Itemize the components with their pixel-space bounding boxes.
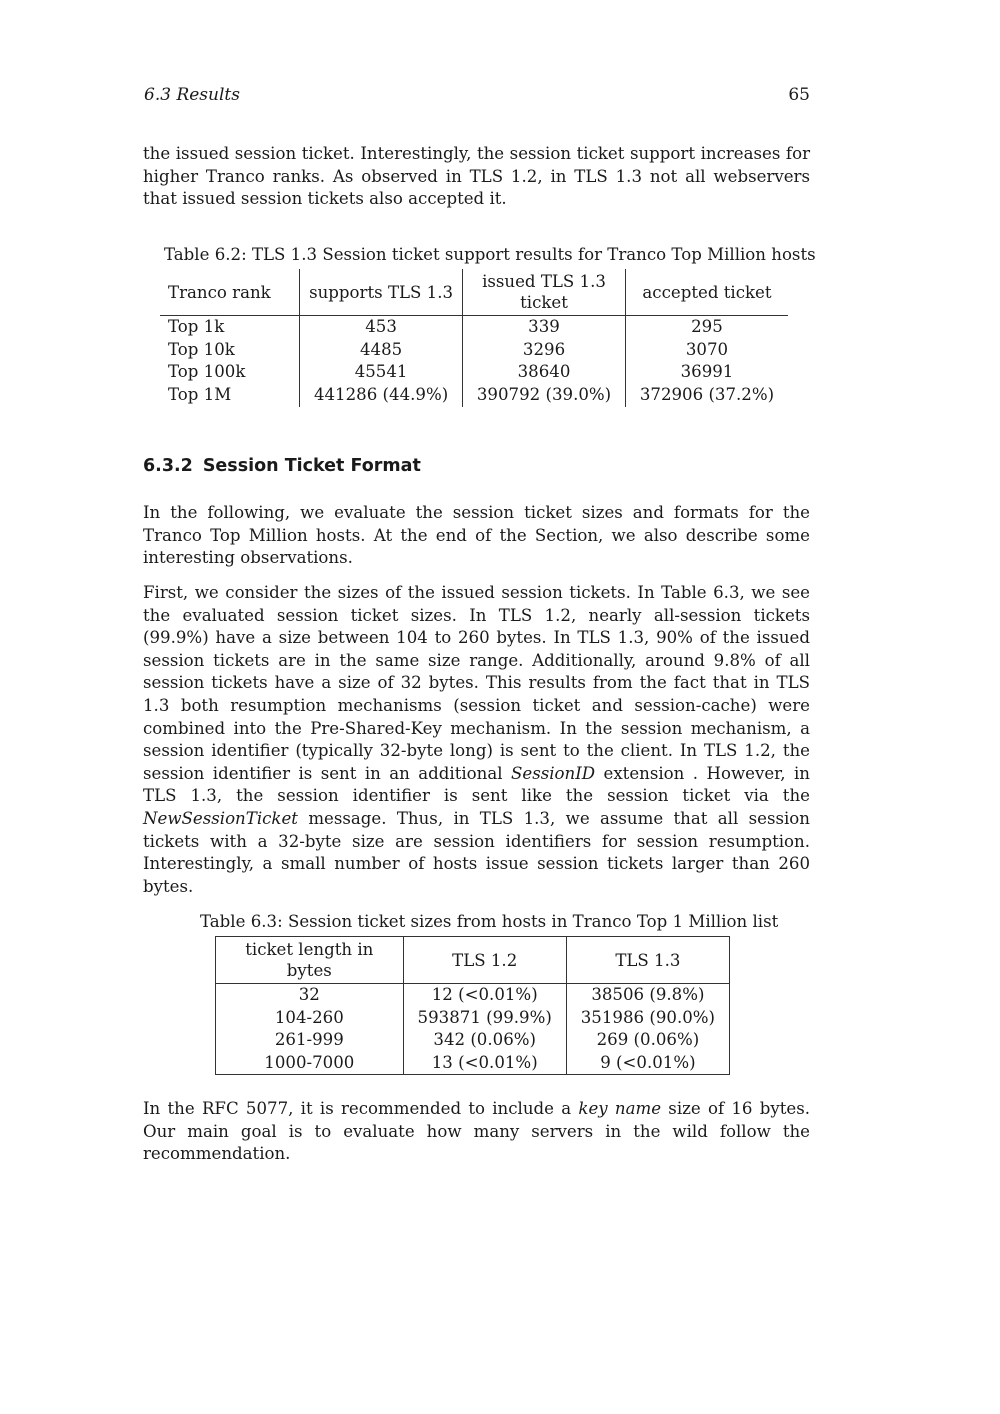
page-number: 65 bbox=[788, 85, 810, 105]
table-cell: 3296 bbox=[463, 339, 626, 362]
table-cell: 38640 bbox=[463, 361, 626, 384]
table-cell: 261-999 bbox=[274, 1030, 344, 1050]
table-row bbox=[216, 1029, 730, 1052]
intro-paragraph: the issued session ticket. Interestingly, the session ticket support increases for higher Tranco ranks. As observed in TLS 1.2, in TLS 1.3 not all webservers that issued session tickets also accepted it. bbox=[143, 144, 810, 209]
table-cell: 295 bbox=[625, 316, 788, 339]
table-cell: Top 1k bbox=[168, 317, 225, 337]
table-cell: 269 (0.06%) bbox=[566, 1029, 729, 1052]
table-cell: 3070 bbox=[625, 339, 788, 362]
table-row bbox=[160, 339, 788, 362]
table-header-cell: issued TLS 1.3 ticket bbox=[463, 269, 626, 316]
table-header-cell: Tranco rank bbox=[160, 269, 300, 316]
table-cell: 339 bbox=[463, 316, 626, 339]
table-header-cell: supports TLS 1.3 bbox=[300, 269, 463, 316]
paragraph-3-text: In the RFC 5077, it is recommended to include a bbox=[143, 1099, 579, 1118]
table-6-2 bbox=[160, 269, 788, 407]
paragraph-3-text: size of 16 bytes. Our main goal is to evaluate how many servers in the wild follow the recommendation. bbox=[143, 1099, 810, 1164]
paragraph-2-text: extension . However, in TLS 1.3, the session identifier is sent like the session ticket via the bbox=[143, 763, 810, 806]
table-cell: 4485 bbox=[300, 339, 463, 362]
paragraph-2-text: message. Thus, in TLS 1.3, we assume that all session tickets with a 32-byte size are session identifiers for session resumption. Interestingly, a small number of hosts issue session tickets larger than 260 bytes. bbox=[143, 808, 810, 896]
section-number: 6.3.2 bbox=[143, 456, 193, 476]
table-cell: 104-260 bbox=[274, 1007, 344, 1027]
table-cell: Top 10k bbox=[168, 339, 235, 359]
running-head-section: 6.3 Results bbox=[144, 85, 240, 105]
table-header-row bbox=[216, 937, 730, 984]
table-header-cell: TLS 1.3 bbox=[566, 937, 729, 984]
paragraph-2 bbox=[143, 582, 810, 898]
paragraph-3 bbox=[143, 1098, 810, 1166]
table-row bbox=[216, 1007, 730, 1030]
table-row bbox=[160, 384, 788, 407]
table-cell: 32 bbox=[298, 985, 320, 1004]
table-cell: 342 (0.06%) bbox=[403, 1029, 566, 1052]
sessionid-term: SessionID bbox=[511, 763, 596, 783]
table-cell: 453 bbox=[300, 316, 463, 339]
table-row bbox=[160, 361, 788, 384]
table-cell: 9 (<0.01%) bbox=[566, 1052, 729, 1075]
table-cell: 45541 bbox=[300, 361, 463, 384]
table-header-cell: accepted ticket bbox=[625, 269, 788, 316]
table-cell: 13 (<0.01%) bbox=[403, 1052, 566, 1075]
table-cell: 390792 (39.0%) bbox=[463, 384, 626, 407]
table-cell: Top 1M bbox=[168, 385, 232, 405]
table-header-cell: ticket length in bytes bbox=[216, 937, 404, 984]
table-header-cell: TLS 1.2 bbox=[403, 937, 566, 984]
table-6-2-caption: Table 6.2: TLS 1.3 Session ticket support results for Tranco Top Million hosts bbox=[164, 245, 816, 264]
table-header-row bbox=[160, 269, 788, 316]
section-title: Session Ticket Format bbox=[202, 456, 421, 476]
table-cell: 12 (<0.01%) bbox=[403, 984, 566, 1007]
section-heading bbox=[143, 454, 421, 478]
table-row bbox=[216, 984, 730, 1007]
table-cell: 441286 (44.9%) bbox=[300, 384, 463, 407]
running-head bbox=[144, 84, 810, 106]
table-cell: 351986 (90.0%) bbox=[566, 1007, 729, 1030]
table-cell: 372906 (37.2%) bbox=[625, 384, 788, 407]
table-row bbox=[160, 316, 788, 339]
paragraph-1: In the following, we evaluate the session ticket sizes and formats for the Tranco Top Million hosts. At the end of the Section, we also describe some interesting observations. bbox=[143, 503, 810, 568]
table-cell: Top 100k bbox=[168, 362, 246, 382]
paragraph-2-text: First, we consider the sizes of the issued session tickets. In Table 6.3, we see the evaluated session ticket sizes. In TLS 1.2, nearly all-session tickets (99.9%) have a size between 104 to 260 bytes. In TLS 1.3, 90% of the issued session tickets are in the same size range. Additionally, around 9.8% of all session tickets have a size of 32 bytes. This results from the fact that in TLS 1.3 both resumption mechanisms (session ticket and session-cache) were combined into the Pre-Shared-Key mechanism. In the session mechanism, a session identifier (typically 32-byte long) is sent to the client. In TLS 1.2, the session identifier is sent in an additional bbox=[143, 583, 810, 783]
newsessionticket-term: NewSessionTicket bbox=[143, 808, 298, 828]
table-cell: 1000-7000 bbox=[264, 1052, 355, 1072]
key-name-term: key name bbox=[578, 1099, 662, 1118]
table-cell: 36991 bbox=[625, 361, 788, 384]
table-6-3 bbox=[215, 936, 730, 1075]
table-6-3-caption: Table 6.3: Session ticket sizes from hosts in Tranco Top 1 Million list bbox=[200, 912, 779, 931]
table-cell: 593871 (99.9%) bbox=[403, 1007, 566, 1030]
table-cell: 38506 (9.8%) bbox=[566, 984, 729, 1007]
table-row bbox=[216, 1052, 730, 1075]
